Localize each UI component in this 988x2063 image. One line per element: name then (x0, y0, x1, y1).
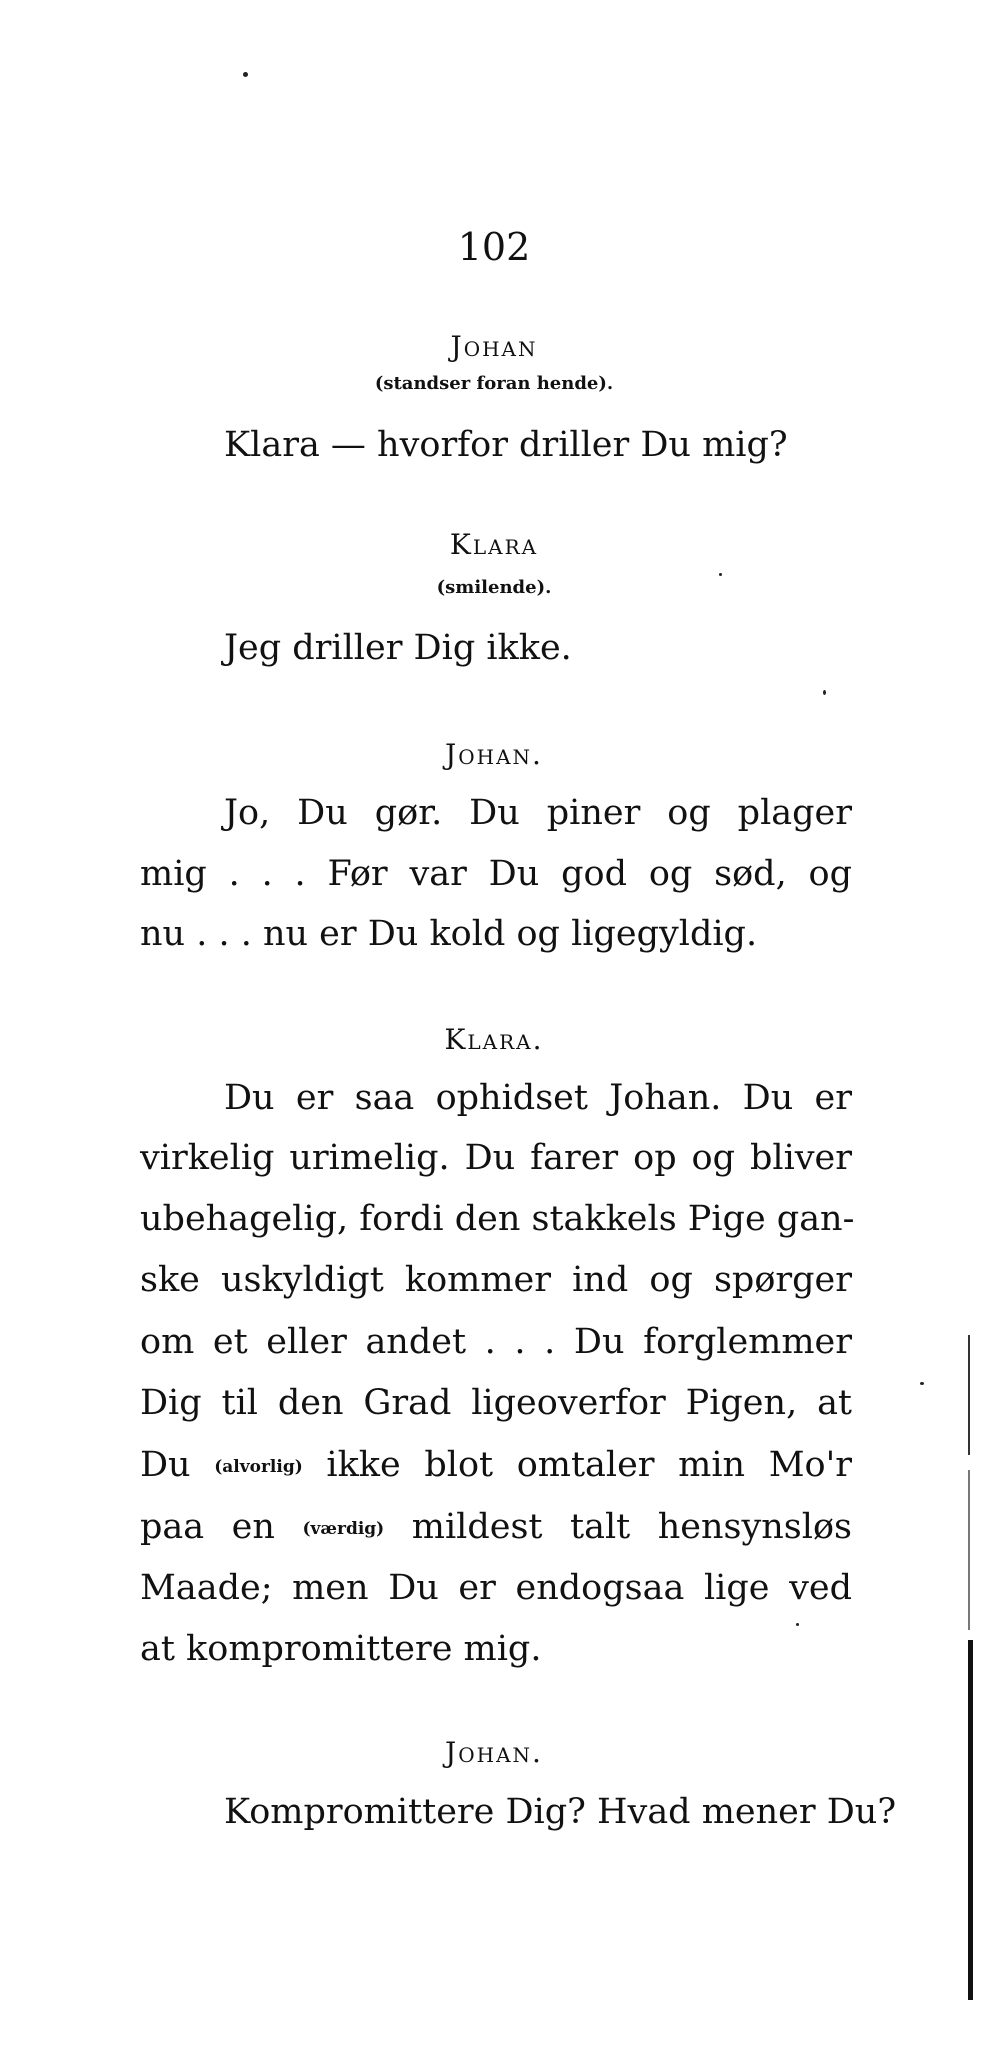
inline-stage-direction: (værdig) (302, 1519, 385, 1539)
speaker-name: Johan (450, 330, 538, 363)
dialogue-line: at kompromittere mig. (140, 1629, 542, 1669)
dialogue-line: nu . . . nu er Du kold og ligegyldig. (140, 914, 758, 954)
dialogue-line: ske uskyldigt kommer ind og spørger (140, 1260, 852, 1300)
dialogue-text: Du (140, 1445, 191, 1485)
dialogue-line: ubehagelig, fordi den stakkels Pige gan- (140, 1199, 855, 1239)
speaker-name: Johan. (445, 1736, 543, 1769)
speaker-name: Klara. (444, 1023, 544, 1056)
dialogue-line: Jeg driller Dig ikke. (224, 628, 572, 668)
dialogue-line: Klara — hvorfor driller Du mig? (224, 425, 788, 465)
dialogue-line: virkelig urimelig. Du farer op og bliver (140, 1138, 852, 1178)
dialogue-line (140, 1443, 852, 1489)
dialogue-line: Jo, Du gør. Du piner og plager (224, 793, 852, 833)
stage-direction: (standser foran hende). (374, 373, 614, 394)
ink-speck (920, 1382, 924, 1385)
dialogue-line: Du er saa ophidset Johan. Du er (224, 1078, 852, 1118)
page-edge-shadow (968, 1335, 970, 1455)
ink-speck (243, 72, 248, 77)
dialogue-line (140, 1505, 852, 1551)
dialogue-line: om et eller andet . . . Du forglemmer (140, 1322, 852, 1362)
ink-speck (823, 690, 826, 695)
page-number: 102 (457, 225, 531, 269)
page-edge-shadow (968, 1640, 973, 2000)
dialogue-text: mildest talt hensynsløs (411, 1507, 852, 1547)
ink-speck (719, 573, 722, 576)
speaker-name: Klara (449, 528, 539, 561)
dialogue-line: Maade; men Du er endogsaa lige ved (140, 1568, 852, 1608)
ink-speck (796, 1623, 799, 1626)
dialogue-text: paa en (140, 1507, 275, 1547)
dialogue-line: Dig til den Grad ligeoverfor Pigen, at (140, 1383, 852, 1423)
stage-direction: (smilende). (436, 577, 552, 598)
speaker-name: Johan. (445, 738, 543, 771)
inline-stage-direction: (alvorlig) (214, 1457, 303, 1477)
dialogue-line: mig . . . Før var Du god og sød, og (140, 854, 852, 894)
dialogue-text: ikke blot omtaler min Mo'r (326, 1445, 852, 1485)
dialogue-line: Kompromittere Dig? Hvad mener Du? (224, 1792, 897, 1832)
page-edge-shadow (968, 1470, 970, 1630)
